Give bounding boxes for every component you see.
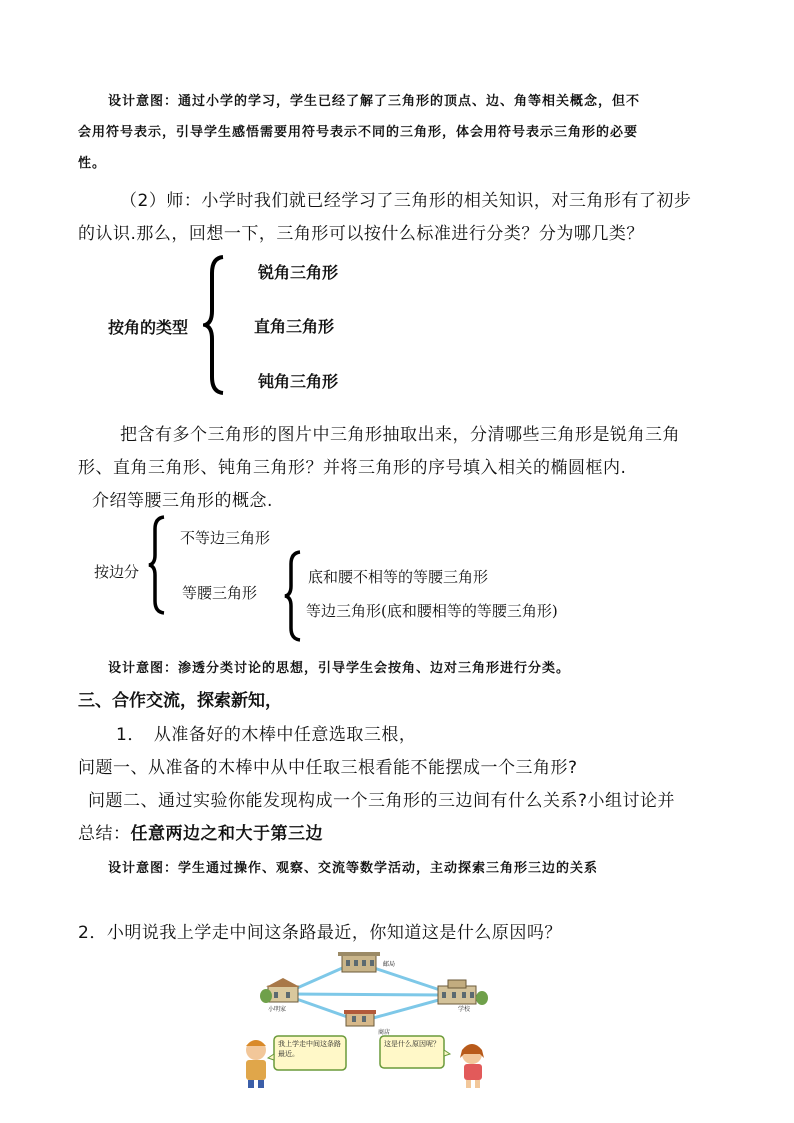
speech-bubble-right: [380, 1036, 450, 1068]
equilateral-triangle-label: 等边三角形(底和腰相等的等腰三角形): [306, 602, 558, 620]
design-intent-note-2: 设计意图：渗透分类讨论的思想，引导学生会按角、边对三角形进行分类。: [108, 661, 571, 676]
paragraph-1-line-2: 的认识.那么，回想一下，三角形可以按什么标准进行分类？分为哪几类？: [78, 224, 644, 244]
summary-prefix: 总结：: [78, 824, 131, 844]
girl-character: [460, 1044, 484, 1088]
right-triangle-label: 直角三角形: [254, 317, 335, 336]
item-2-question: 2．小明说我上学走中间这条路最近，你知道这是什么原因吗？: [78, 923, 562, 943]
post-office-building: [338, 952, 380, 972]
acute-triangle-label: 锐角三角形: [258, 263, 339, 282]
left-brace-icon: [282, 550, 304, 642]
isosceles-unequal-label: 底和腰不相等的等腰三角形: [308, 568, 489, 586]
question-1: 问题一、从准备的木棒中从中任取三根看能不能摆成一个三角形?: [78, 758, 578, 778]
post-office-label: 邮局: [383, 961, 396, 968]
speech-bubble-right-text: 这是什么原因呢？: [384, 1040, 440, 1048]
home-label: 小明家: [268, 1006, 287, 1013]
by-angle-label: 按角的类型: [108, 318, 189, 337]
design-intent-note-1-line-1: 设计意图：通过小学的学习，学生已经了解了三角形的顶点、边、角等相关概念，但不: [108, 94, 641, 109]
obtuse-triangle-label: 钝角三角形: [258, 372, 339, 391]
shop-label: 商店: [378, 1029, 391, 1036]
shop-building: [344, 1010, 376, 1026]
design-intent-note-1-line-3: 性。: [78, 156, 107, 171]
question-2-line-2: [78, 819, 323, 844]
speech-bubble-left: [268, 1036, 346, 1070]
section-3-heading: 三、合作交流，探索新知，: [78, 691, 282, 711]
section-3-item-1: 1． 从准备好的木棒中任意选取三根，: [116, 725, 417, 745]
school-building: [438, 980, 488, 1005]
speech-bubble-left-text: 我上学走中间这条路最近。: [278, 1040, 341, 1058]
paragraph-2-line-1: 把含有多个三角形的图片中三角形抽取出来，分清哪些三角形是锐角三角: [120, 425, 680, 445]
paragraph-2-line-3: 介绍等腰三角形的概念.: [92, 491, 273, 511]
triangle-inequality-conclusion: 任意两边之和大于第三边: [130, 824, 323, 844]
design-intent-note-3: 设计意图：学生通过操作、观察、交流等数学活动，主动探索三角形三边的关系: [108, 861, 599, 876]
paragraph-1-line-1: （2）师：小学时我们就已经学习了三角形的相关知识，对三角形有了初步: [120, 191, 692, 211]
scalene-triangle-label: 不等边三角形: [180, 529, 271, 547]
isosceles-triangle-label: 等腰三角形: [182, 584, 258, 602]
boy-character: [246, 1040, 266, 1088]
route-illustration: [238, 950, 500, 1090]
school-label: 学校: [458, 1006, 471, 1013]
design-intent-note-1-line-2: 会用符号表示，引导学生感悟需要用符号表示不同的三角形，体会用符号表示三角形的必要: [78, 125, 639, 140]
paragraph-2-line-2: 形、直角三角形、钝角三角形？并将三角形的序号填入相关的椭圆框内.: [78, 458, 627, 478]
route-map-image: [238, 950, 500, 1090]
home-building: [260, 978, 300, 1003]
question-2-line-1: 问题二、通过实验你能发现构成一个三角形的三边间有什么关系?小组讨论并: [88, 791, 676, 811]
left-brace-icon: [146, 515, 168, 615]
left-brace-icon: [203, 255, 227, 395]
by-side-label: 按边分: [94, 563, 140, 581]
